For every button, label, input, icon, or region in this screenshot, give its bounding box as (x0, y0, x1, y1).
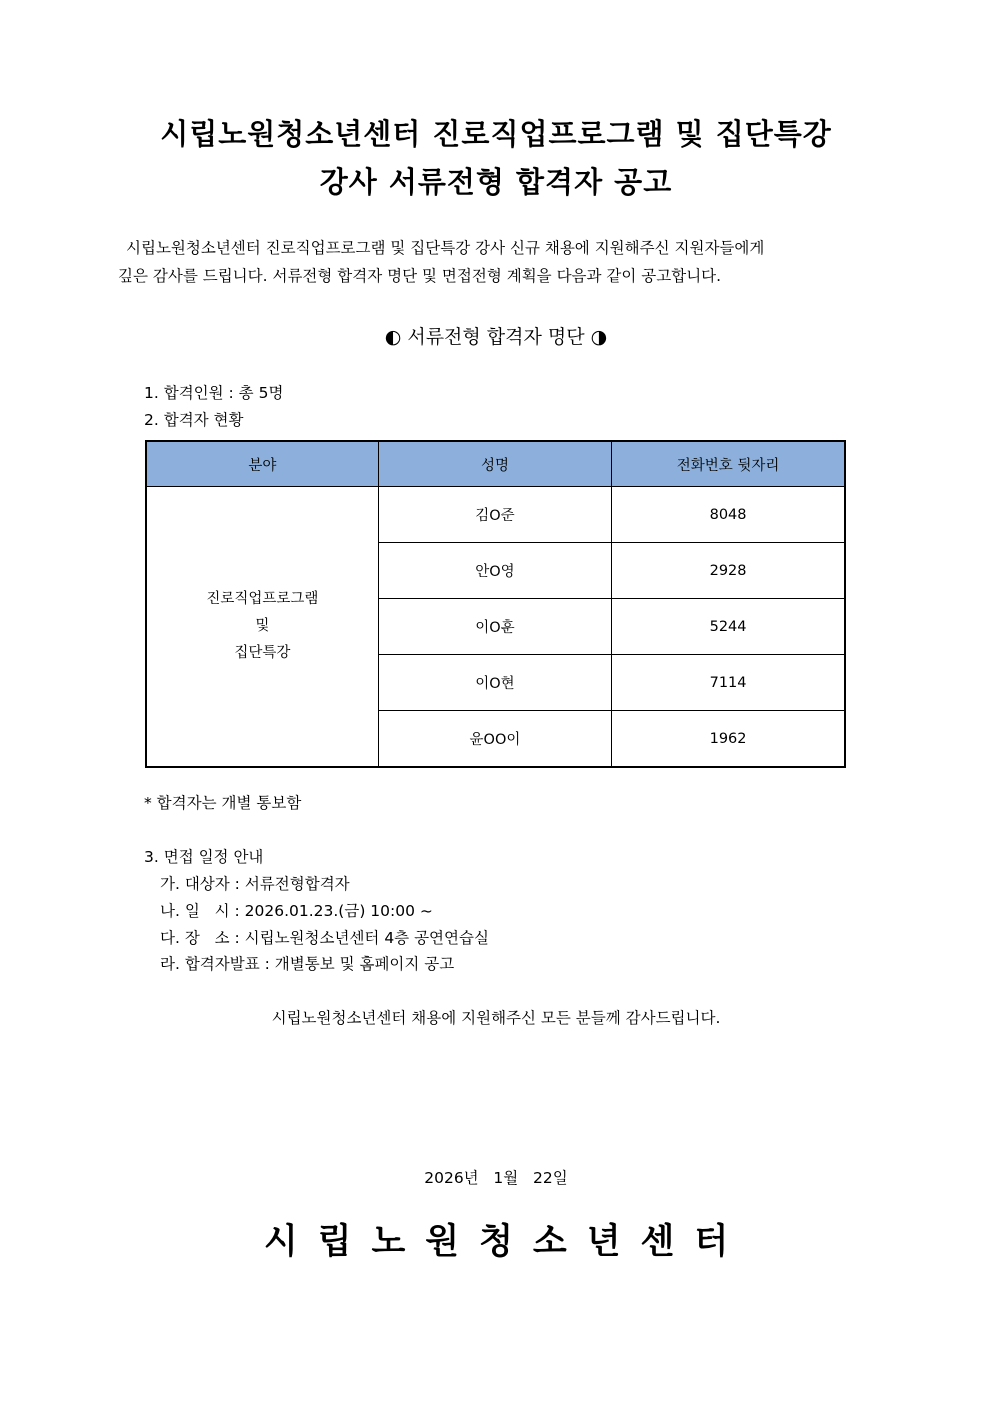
field-line: 진로직업프로그램 (206, 591, 319, 607)
phone-cell: 7114 (612, 655, 845, 711)
document-title-line2: 강사 서류전형 합격자 공고 (319, 165, 673, 199)
passer-table (145, 440, 846, 768)
schedule-location: 다. 장 소 : 시립노원청소년센터 4층 공연연습실 (160, 929, 489, 947)
name-cell: 김O준 (378, 487, 611, 543)
notification-note: * 합격자는 개별 통보함 (144, 794, 302, 812)
name-cell: 안O영 (378, 543, 611, 599)
name-cell: 이O현 (378, 655, 611, 711)
header-field: 분야 (146, 441, 378, 487)
name-cell: 윤OO이 (378, 711, 611, 768)
intro-text-line2: 깊은 감사를 드립니다. 서류전형 합격자 명단 및 면접전형 계획을 다음과 같이 공고합니다. (118, 267, 722, 285)
phone-cell: 2928 (612, 543, 845, 599)
table-row (146, 487, 845, 543)
list-item-pass-status: 2. 합격자 현황 (144, 411, 244, 429)
schedule-datetime: 나. 일 시 : 2026.01.23.(금) 10:00 ~ (160, 902, 433, 920)
list-item-pass-count: 1. 합격인원 : 총 5명 (144, 384, 284, 402)
header-name: 성명 (378, 441, 611, 487)
organization-name: 시립노원청소년센터 (263, 1222, 749, 1262)
field-line: 집단특강 (234, 645, 291, 661)
document-title-line1: 시립노원청소년센터 진로직업프로그램 및 집단특강 (160, 117, 832, 151)
header-phone: 전화번호 뒷자리 (612, 441, 845, 487)
phone-cell: 1962 (612, 711, 845, 768)
announcement-date: 2026년 1월 22일 (424, 1169, 568, 1187)
intro-text-line1: 시립노원청소년센터 진로직업프로그램 및 집단특강 강사 신규 채용에 지원해주신 지원자들에게 (126, 239, 765, 257)
schedule-announcement: 라. 합격자발표 : 개별통보 및 홈페이지 공고 (160, 955, 455, 973)
field-line: 및 (255, 618, 270, 634)
field-cell (146, 487, 378, 768)
thanks-message: 시립노원청소년센터 채용에 지원해주신 모든 분들께 감사드립니다. (271, 1009, 721, 1027)
name-cell: 이O훈 (378, 599, 611, 655)
schedule-target: 가. 대상자 : 서류전형합격자 (160, 875, 350, 893)
phone-cell: 5244 (612, 599, 845, 655)
section-heading: ◐ 서류전형 합격자 명단 ◑ (384, 326, 608, 348)
phone-cell: 8048 (612, 487, 845, 543)
list-item-interview-schedule: 3. 면접 일정 안내 (144, 848, 264, 866)
table-header-row (146, 441, 845, 487)
